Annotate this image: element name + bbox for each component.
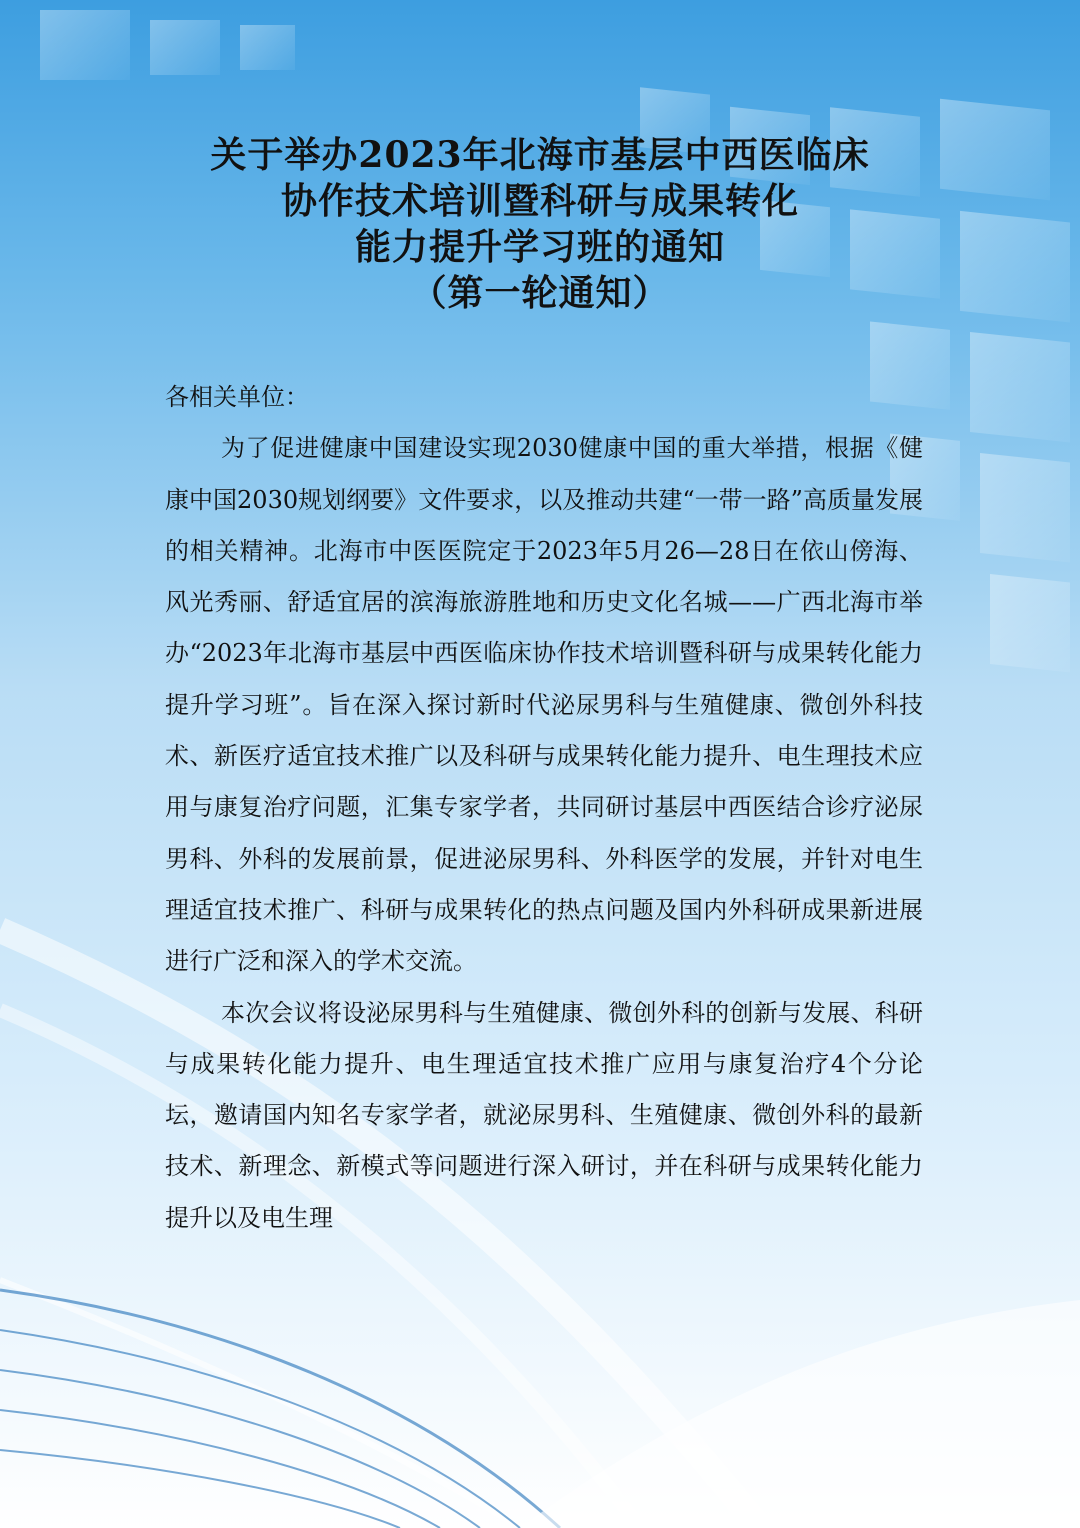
title-line-2: 协作技术培训暨科研与成果转化 xyxy=(280,180,799,222)
paragraph-1: 为了促进健康中国建设实现2030健康中国的重大举措，根据《健康中国2030规划纲要》文件要求，以及推动共建“一带一路”高质量发展的相关精神。北海市中医医院定于2023年5月26—28日在依山傍海、风光秀丽、舒适宜居的滨海旅游胜地和历史文化名城——广西北海市举办“2023年北海市基层中西医临床协作技术培训暨科研与成果转化能力提升学习班”。旨在深入探讨新时代泌尿男科与生殖健康、微创外科技术、新医疗适宜技术推广以及科研与成果转化能力提升、电生理技术应用与康复治疗问题，汇集专家学者，共同研讨基层中西医结合诊疗泌尿男科、外科的发展前景，促进泌尿男科、外科医学的发展，并针对电生理适宜技术推广、科研与成果转化的热点问题及国内外科研成果新进展进行广泛和深入的学术交流。 xyxy=(165,434,923,976)
document-title xyxy=(100,132,980,316)
salutation: 各相关单位： xyxy=(165,383,309,411)
title-line-3: 能力提升学习班的通知 xyxy=(354,226,725,268)
paragraph-2: 本次会议将设泌尿男科与生殖健康、微创外科的创新与发展、科研与成果转化能力提升、电生理适宜技术推广应用与康复治疗4个分论坛，邀请国内知名专家学者，就泌尿男科、生殖健康、微创外科的最新技术、新理念、新模式等问题进行深入研讨，并在科研与成果转化能力提升以及电生理 xyxy=(165,998,923,1232)
title-line-4: （第一轮通知） xyxy=(410,272,670,314)
title-line-1: 关于举办2023年北海市基层中西医临床 xyxy=(210,134,870,176)
document-body xyxy=(165,372,923,1244)
